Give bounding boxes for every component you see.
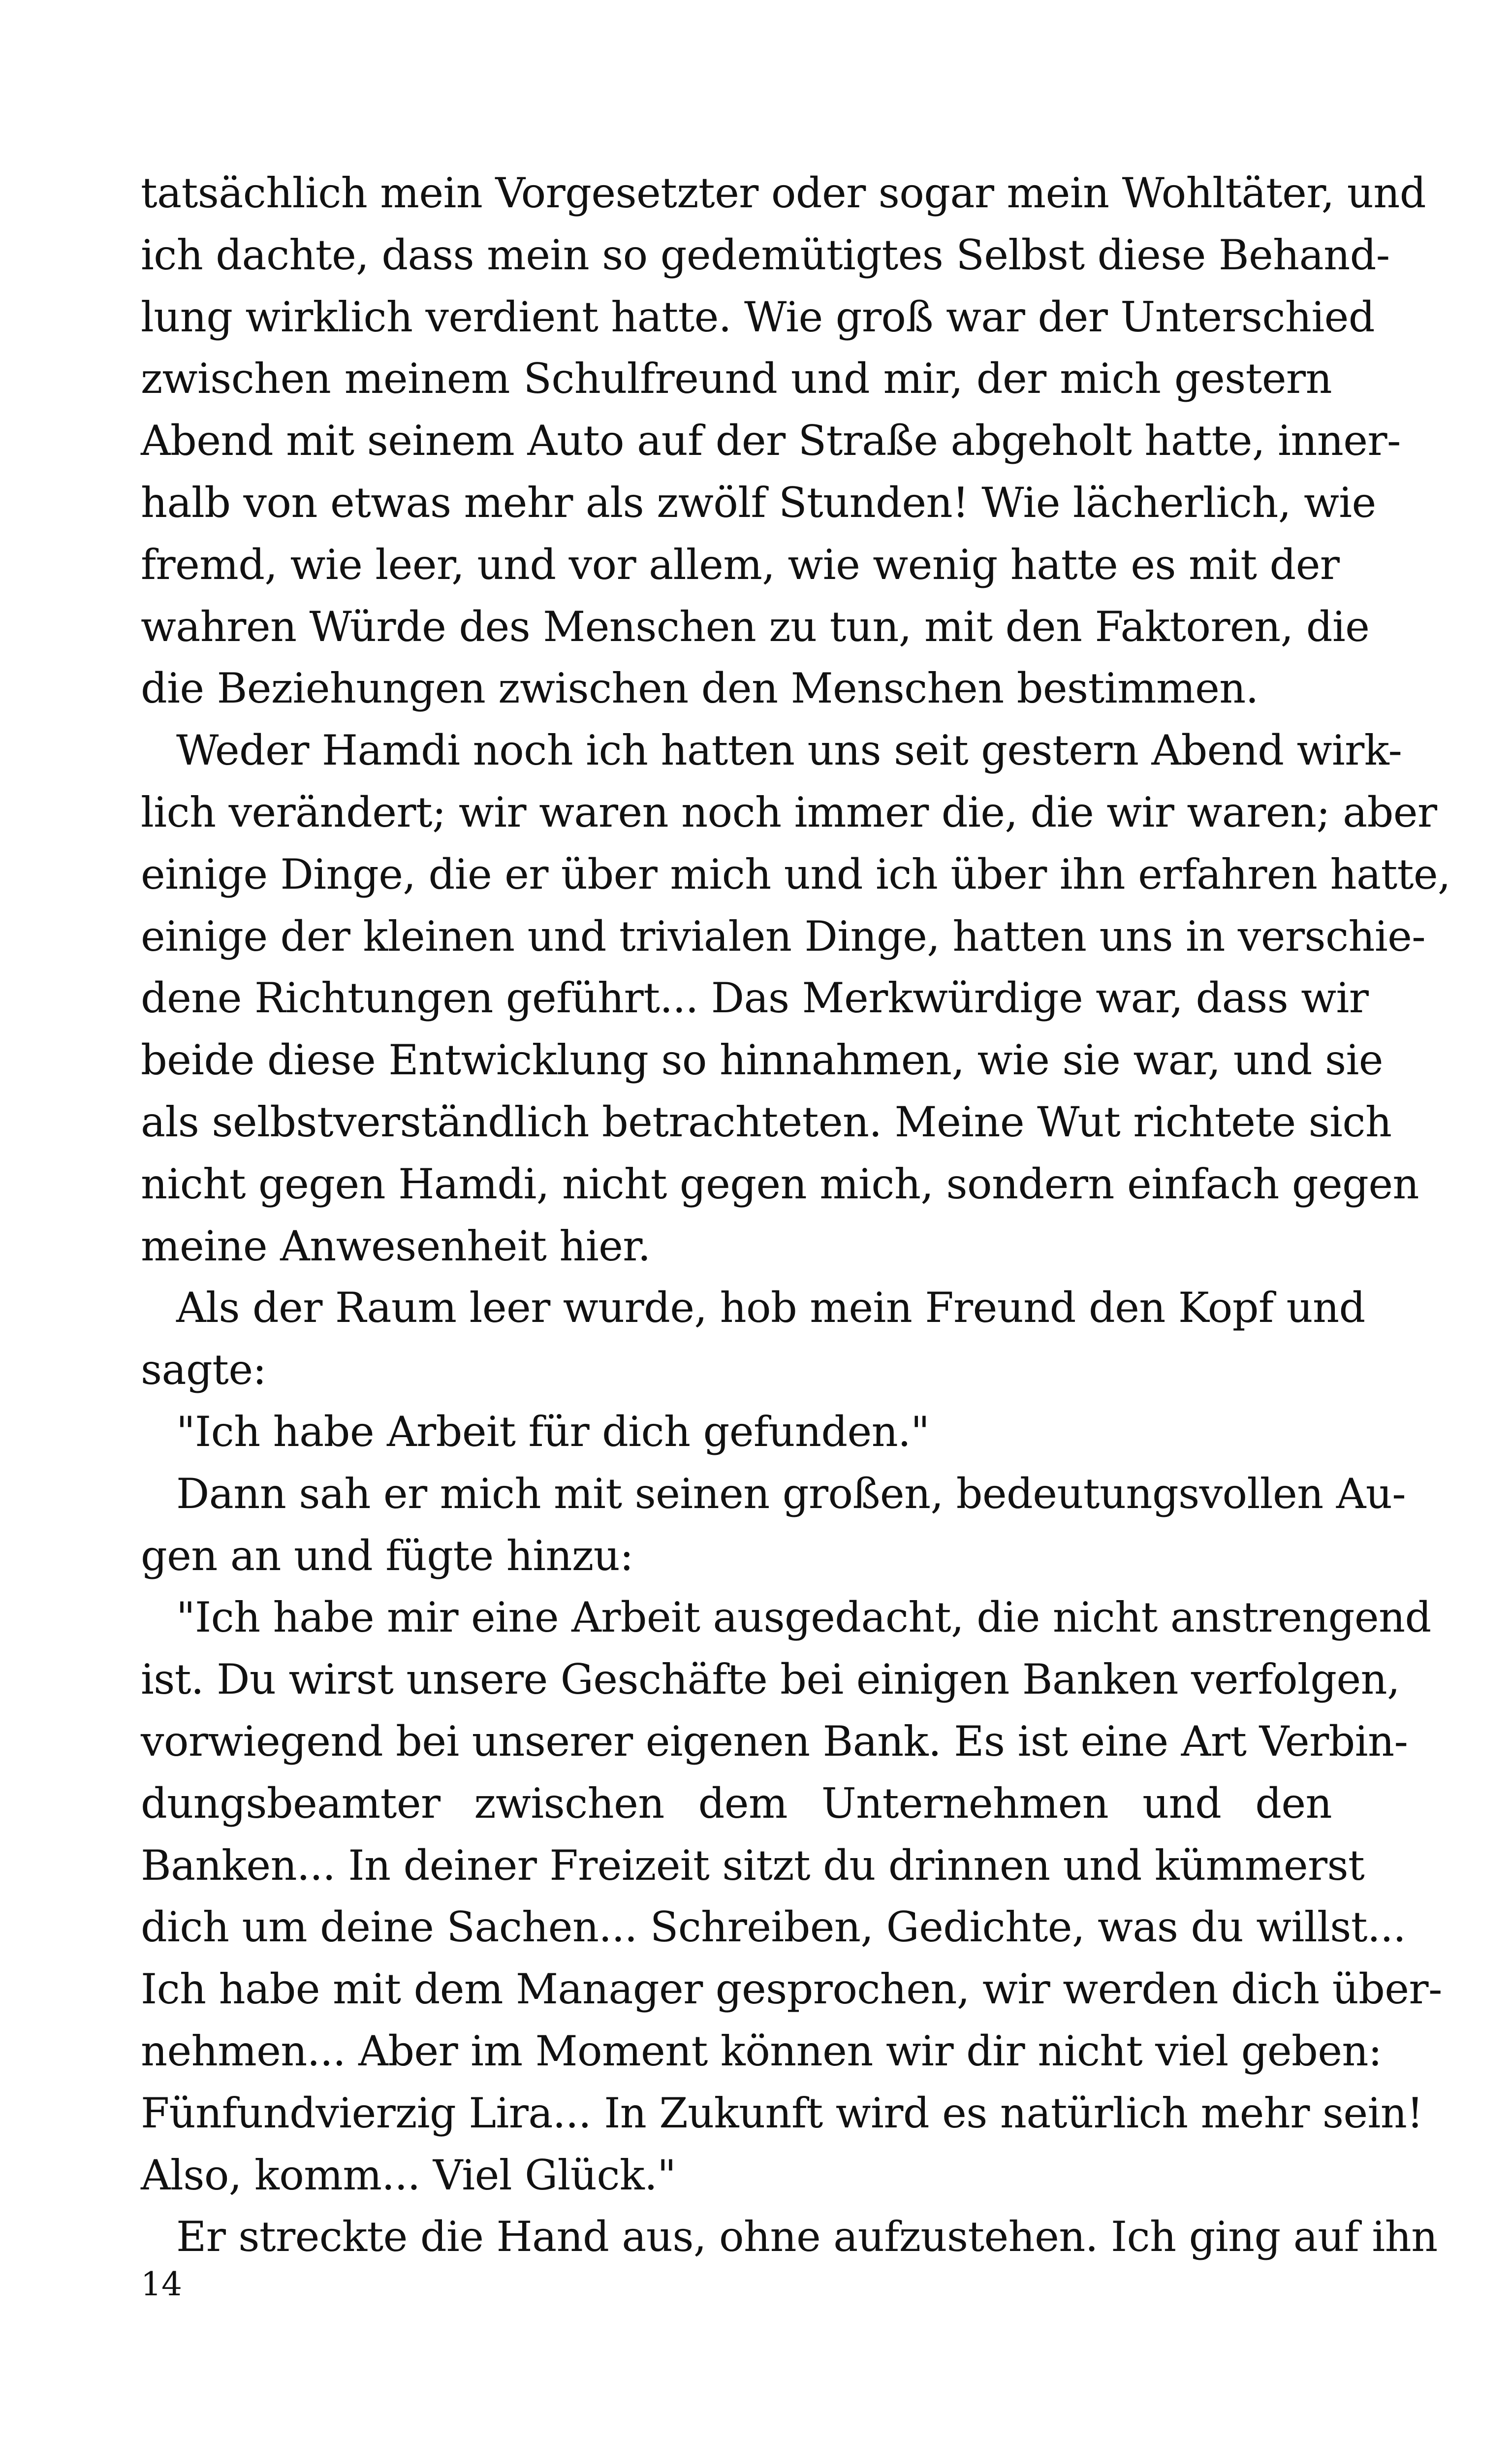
text-line: "Ich habe mir eine Arbeit ausgedacht, die nicht anstrengend: [176, 1593, 1431, 1642]
text-line: Er streckte die Hand aus, ohne aufzustehen. Ich ging auf ihn: [176, 2213, 1438, 2261]
text-line: "Ich habe Arbeit für dich gefunden.": [176, 1407, 930, 1456]
text-line: ich dachte, dass mein so gedemütigtes Selbst diese Behand-: [141, 230, 1390, 279]
text-line: Als der Raum leer wurde, hob mein Freund den Kopf und: [176, 1284, 1365, 1332]
text-line: die Beziehungen zwischen den Menschen bestimmen.: [141, 664, 1259, 713]
text-line: Weder Hamdi noch ich hatten uns seit gestern Abend wirk-: [176, 726, 1402, 775]
text-line: Abend mit seinem Auto auf der Straße abgeholt hatte, inner-: [141, 417, 1401, 465]
text-line: Banken... In deiner Freizeit sitzt du drinnen und kümmerst: [141, 1841, 1365, 1890]
text-line: beide diese Entwicklung so hinnahmen, wie sie war, und sie: [141, 1036, 1383, 1085]
text-line: zwischen meinem Schulfreund und mir, der mich gestern: [141, 354, 1332, 403]
text-line: Ich habe mit dem Manager gesprochen, wir werden dich über-: [141, 1965, 1442, 2014]
text-line: nicht gegen Hamdi, nicht gegen mich, sondern einfach gegen: [141, 1159, 1419, 1208]
text-line: dich um deine Sachen... Schreiben, Gedichte, was du willst...: [141, 1903, 1406, 1952]
text-line: gen an und fügte hinzu:: [141, 1531, 633, 1580]
text-line: lich verändert; wir waren noch immer die, die wir waren; aber: [141, 788, 1437, 836]
text-line: sagte:: [141, 1346, 267, 1394]
text-line: vorwiegend bei unserer eigenen Bank. Es ist eine Art Verbin-: [141, 1717, 1408, 1766]
text-line: lung wirklich verdient hatte. Wie groß war der Unterschied: [141, 292, 1375, 341]
text-line: Fünfundvierzig Lira... In Zukunft wird es natürlich mehr sein!: [141, 2089, 1423, 2137]
text-line: dungsbeamter zwischen dem Unternehmen und den: [141, 1779, 1332, 1828]
text-line: als selbstverständlich betrachteten. Meine Wut richtete sich: [141, 1097, 1392, 1146]
text-line: ist. Du wirst unsere Geschäfte bei einigen Banken verfolgen,: [141, 1655, 1400, 1704]
text-line: halb von etwas mehr als zwölf Stunden! Wie lächerlich, wie: [141, 478, 1376, 527]
text-line: einige Dinge, die er über mich und ich über ihn erfahren hatte,: [141, 850, 1451, 899]
page-number: 14: [141, 2265, 182, 2303]
text-line: Also, komm... Viel Glück.": [141, 2151, 676, 2199]
text-line: einige der kleinen und trivialen Dinge, hatten uns in verschie-: [141, 912, 1426, 961]
text-line: fremd, wie leer, und vor allem, wie wenig hatte es mit der: [141, 540, 1340, 589]
text-line: tatsächlich mein Vorgesetzter oder sogar mein Wohltäter, und: [141, 169, 1426, 217]
text-line: wahren Würde des Menschen zu tun, mit den Faktoren, die: [141, 602, 1370, 651]
text-line: dene Richtungen geführt... Das Merkwürdige war, dass wir: [141, 974, 1369, 1023]
text-line: meine Anwesenheit hier.: [141, 1222, 651, 1270]
body-text: [141, 162, 1451, 2268]
text-line: Dann sah er mich mit seinen großen, bedeutungsvollen Au-: [176, 1469, 1406, 1518]
text-line: nehmen... Aber im Moment können wir dir nicht viel geben:: [141, 2026, 1382, 2075]
